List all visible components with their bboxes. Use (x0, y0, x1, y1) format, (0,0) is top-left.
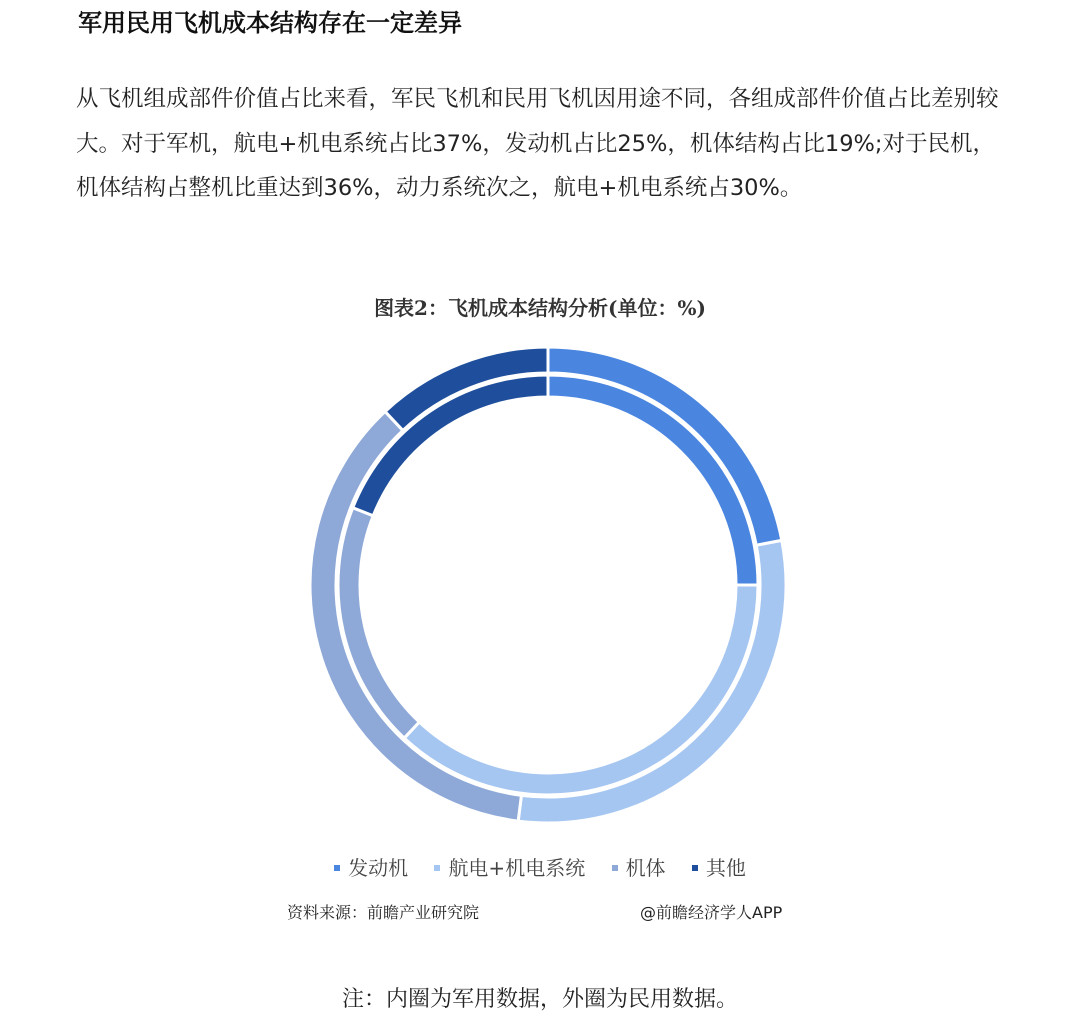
legend-swatch (334, 865, 340, 871)
chart-legend (0, 852, 1080, 881)
article-paragraph: 从飞机组成部件价值占比来看，军民飞机和民用飞机因用途不同，各组成部件价值占比差别较大。对于军机，航电+机电系统占比37%，发动机占比25%，机体结构占比19%;对于民机，机体结构占整机比重达到36%，动力系统次之，航电+机电系统占30%。 (76, 86, 999, 201)
chart-credit: @前瞻经济学人APP (640, 903, 783, 922)
chart-source: 资料来源：前瞻产业研究院 (287, 903, 480, 922)
legend-label: 其他 (705, 856, 746, 880)
legend-label: 发动机 (348, 856, 409, 880)
legend-swatch (434, 865, 440, 871)
legend-swatch (612, 865, 618, 871)
chart-note: 注：内圈为军用数据，外圈为民用数据。 (341, 987, 738, 1012)
legend-item-other (692, 852, 746, 881)
inner-ring-slice-1 (548, 375, 758, 585)
legend-label: 机体 (625, 856, 666, 880)
legend-label: 航电+机电系统 (448, 856, 586, 880)
chart-title: 图表2：飞机成本结构分析(单位：%) (374, 296, 706, 320)
legend-swatch (692, 865, 698, 871)
legend-item-avionics (434, 852, 585, 881)
legend-item-engine (334, 852, 408, 881)
legend-item-airframe (612, 852, 666, 881)
article-heading: 军用民用飞机成本结构存在一定差异 (78, 9, 462, 37)
